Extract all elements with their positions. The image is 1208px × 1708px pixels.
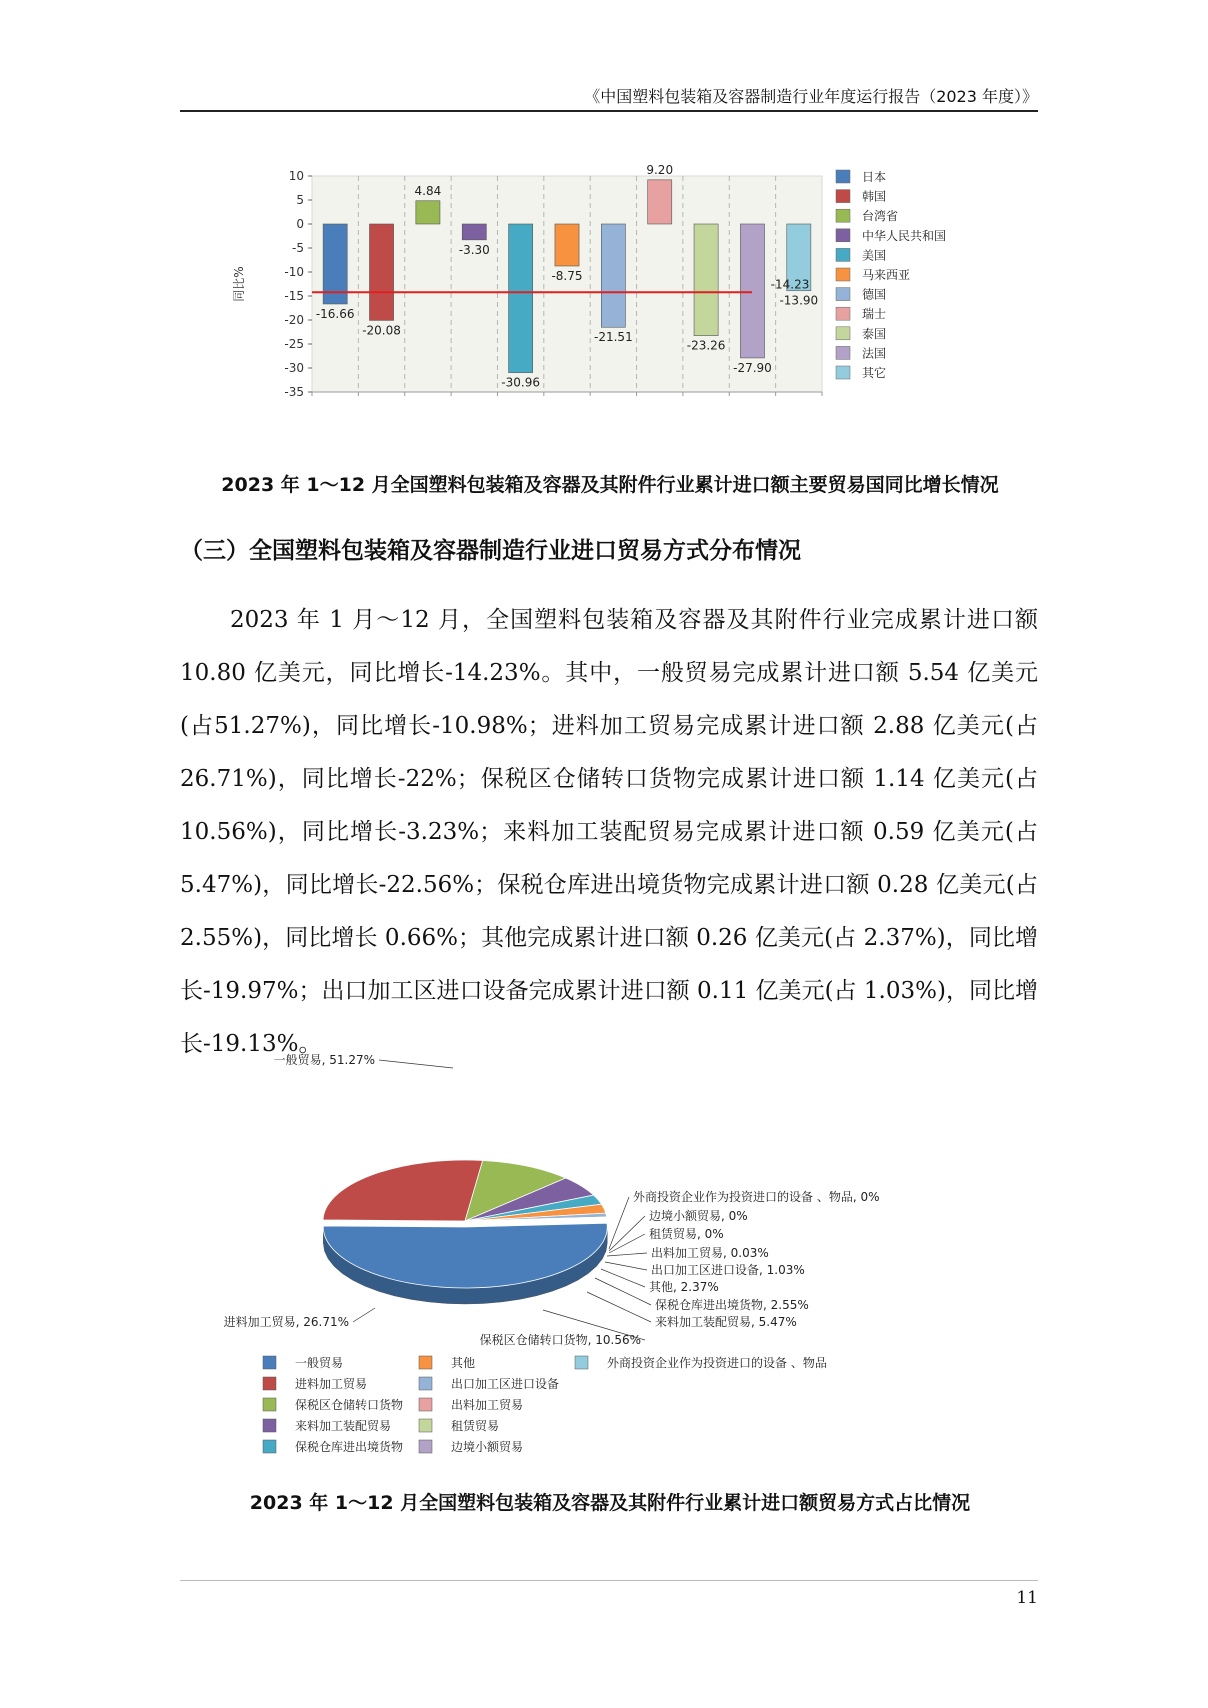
data-label: 9.20 — [646, 162, 674, 177]
slice-label: 其他, 2.37% — [649, 1280, 719, 1294]
slice-label: 边境小额贸易, 0% — [649, 1209, 748, 1223]
bar-chart-caption: 2023 年 1～12 月全国塑料包装箱及容器及其附件行业累计进口额主要贸易国同比增长情况 — [221, 474, 999, 496]
y-tick-label: -25 — [284, 337, 304, 351]
legend-swatch — [836, 268, 850, 281]
data-label: -21.51 — [594, 330, 633, 345]
y-tick-label: -20 — [284, 313, 304, 327]
data-label: -3.30 — [458, 242, 490, 257]
y-tick-label: -5 — [292, 241, 304, 255]
bar-台湾省 — [416, 201, 440, 224]
footer-rule — [180, 1580, 1038, 1581]
pie-legend-label: 保税区仓储转口货物 — [295, 1398, 404, 1412]
leader-line — [595, 1278, 651, 1305]
bar-马来西亚 — [555, 224, 579, 266]
bar-美国 — [509, 224, 533, 373]
bar-中华人民共和国 — [462, 224, 486, 240]
bar-德国 — [601, 224, 625, 327]
leader-line — [353, 1308, 375, 1322]
pie-chart-caption: 2023 年 1～12 月全国塑料包装箱及容器及其附件行业累计进口额贸易方式占比情况 — [249, 1492, 971, 1514]
data-label: -8.75 — [551, 269, 583, 283]
leader-line — [609, 1216, 645, 1251]
slice-label: 租赁贸易, 0% — [649, 1227, 724, 1241]
y-tick-label: 0 — [296, 217, 304, 231]
legend-label: 中华人民共和国 — [862, 228, 947, 243]
y-tick-label: -15 — [284, 289, 304, 303]
y-tick-label: -10 — [284, 265, 304, 279]
pie-legend-swatch — [419, 1419, 432, 1432]
legend-label: 马来西亚 — [862, 268, 911, 282]
slice-label: 来料加工装配贸易, 5.47% — [655, 1315, 797, 1329]
legend-swatch — [836, 366, 850, 379]
y-tick-label: 5 — [296, 193, 304, 207]
pie-legend-label: 进料加工贸易 — [295, 1377, 368, 1391]
pie-legend-swatch — [575, 1356, 588, 1369]
legend-label: 日本 — [862, 170, 887, 184]
data-label: -13.90 — [779, 293, 819, 308]
bar-chart — [232, 160, 980, 440]
pie-legend-label: 租赁贸易 — [451, 1419, 500, 1433]
pie-legend-swatch — [263, 1356, 276, 1369]
pie-legend-swatch — [419, 1440, 432, 1453]
legend-swatch — [836, 327, 850, 340]
pie-legend-swatch — [263, 1398, 276, 1411]
y-tick-label: 10 — [288, 169, 304, 183]
pie-legend-swatch — [263, 1377, 276, 1390]
legend-swatch — [836, 307, 850, 320]
pie-legend-label: 出料加工贸易 — [451, 1398, 524, 1412]
slice-label: 一般贸易, 51.27% — [273, 1053, 375, 1067]
data-label: -30.96 — [501, 375, 540, 390]
bar-瑞士 — [648, 180, 672, 224]
legend-swatch — [836, 288, 850, 301]
pie-legend-swatch — [263, 1440, 276, 1453]
pie-legend-label: 外商投资企业作为投资进口的设备 、物品 — [607, 1356, 827, 1370]
data-label: -27.90 — [733, 360, 772, 375]
header-rule — [180, 110, 1038, 112]
pie-legend-label: 边境小额贸易 — [451, 1440, 524, 1454]
leader-line — [605, 1262, 647, 1270]
pie-legend-label: 保税仓库进出境货物 — [295, 1440, 404, 1454]
data-label: -20.08 — [362, 323, 401, 338]
leader-line — [607, 1253, 647, 1256]
body-paragraph: 2023 年 1 月～12 月，全国塑料包装箱及容器及其附件行业完成累计进口额10.80 亿美元，同比增长-14.23%。其中，一般贸易完成累计进口额 5.54 亿美元(占51.27%)，同比增长-10.98%；进料加工贸易完成累计进口额 2.88 亿美元(占26.71%)，同比增长-22%；保税区仓储转口货物完成累计进口额 1.14 亿美元(占10.56%)，同比增长-3.23%；来料加工装配贸易完成累计进口额 0.59 亿美元(占5.47%)，同比增长-22.56%；保税仓库进出境货物完成累计进口额 0.28 亿美元(占2.55%)，同比增长 0.66%；其他完成累计进口额 0.26 亿美元(占 2.37%)，同比增长-19.97%；出口加工区进口设备完成累计进口额 0.11 亿美元(占 1.03%)，同比增长-19.13%。 — [180, 607, 1038, 1057]
bar-泰国 — [694, 224, 718, 336]
slice-label: 进料加工贸易, 26.71% — [223, 1315, 349, 1329]
pie-legend-label: 其他 — [451, 1356, 476, 1370]
legend-swatch — [836, 170, 850, 183]
legend-swatch — [836, 229, 850, 242]
legend-label: 美国 — [862, 248, 887, 263]
pie-legend-label: 出口加工区进口设备 — [451, 1377, 560, 1391]
page-header: 《中国塑料包装箱及容器制造行业年度运行报告（2023 年度）》 — [584, 87, 1038, 106]
legend-swatch — [836, 248, 850, 261]
pie-legend-label: 一般贸易 — [295, 1356, 344, 1370]
pie-chart — [223, 1053, 985, 1478]
legend-label: 德国 — [862, 287, 887, 302]
legend-swatch — [836, 346, 850, 359]
pie-legend-swatch — [419, 1356, 432, 1369]
pie-slice-进料加工贸易 — [323, 1160, 483, 1221]
slice-label: 外商投资企业作为投资进口的设备 、物品, 0% — [633, 1190, 880, 1204]
legend-label: 韩国 — [862, 189, 887, 204]
leader-line — [609, 1234, 645, 1253]
legend-swatch — [836, 190, 850, 203]
slice-label: 出料加工贸易, 0.03% — [651, 1246, 769, 1260]
pie-legend-swatch — [263, 1419, 276, 1432]
y-tick-label: -30 — [284, 361, 304, 375]
legend-label: 法国 — [862, 346, 887, 361]
slice-label: 出口加工区进口设备, 1.03% — [651, 1263, 805, 1277]
legend-label: 泰国 — [862, 326, 887, 341]
section-title: （三）全国塑料包装箱及容器制造行业进口贸易方式分布情况 — [180, 538, 801, 564]
slice-label: 保税仓库进出境货物, 2.55% — [655, 1298, 809, 1312]
bar-韩国 — [369, 224, 393, 320]
pie-legend-swatch — [419, 1398, 432, 1411]
y-tick-label: -35 — [284, 385, 304, 399]
pie-legend-swatch — [419, 1377, 432, 1390]
slice-label: 保税区仓储转口货物, 10.56% — [479, 1333, 641, 1347]
data-label: 4.84 — [414, 183, 442, 198]
legend-label: 台湾省 — [862, 209, 899, 224]
y-axis-label: 同比% — [232, 266, 246, 302]
legend-label: 瑞士 — [862, 307, 887, 322]
legend-label: 其它 — [862, 366, 887, 380]
data-label: -23.26 — [686, 338, 726, 353]
reference-label: -14.23 — [770, 277, 810, 292]
page-number: 11 — [1016, 1588, 1038, 1608]
legend-swatch — [836, 209, 850, 222]
data-label: -16.66 — [315, 306, 355, 321]
pie-legend-label: 来料加工装配贸易 — [295, 1419, 392, 1433]
bar-法国 — [740, 224, 764, 358]
leader-line — [587, 1292, 651, 1322]
